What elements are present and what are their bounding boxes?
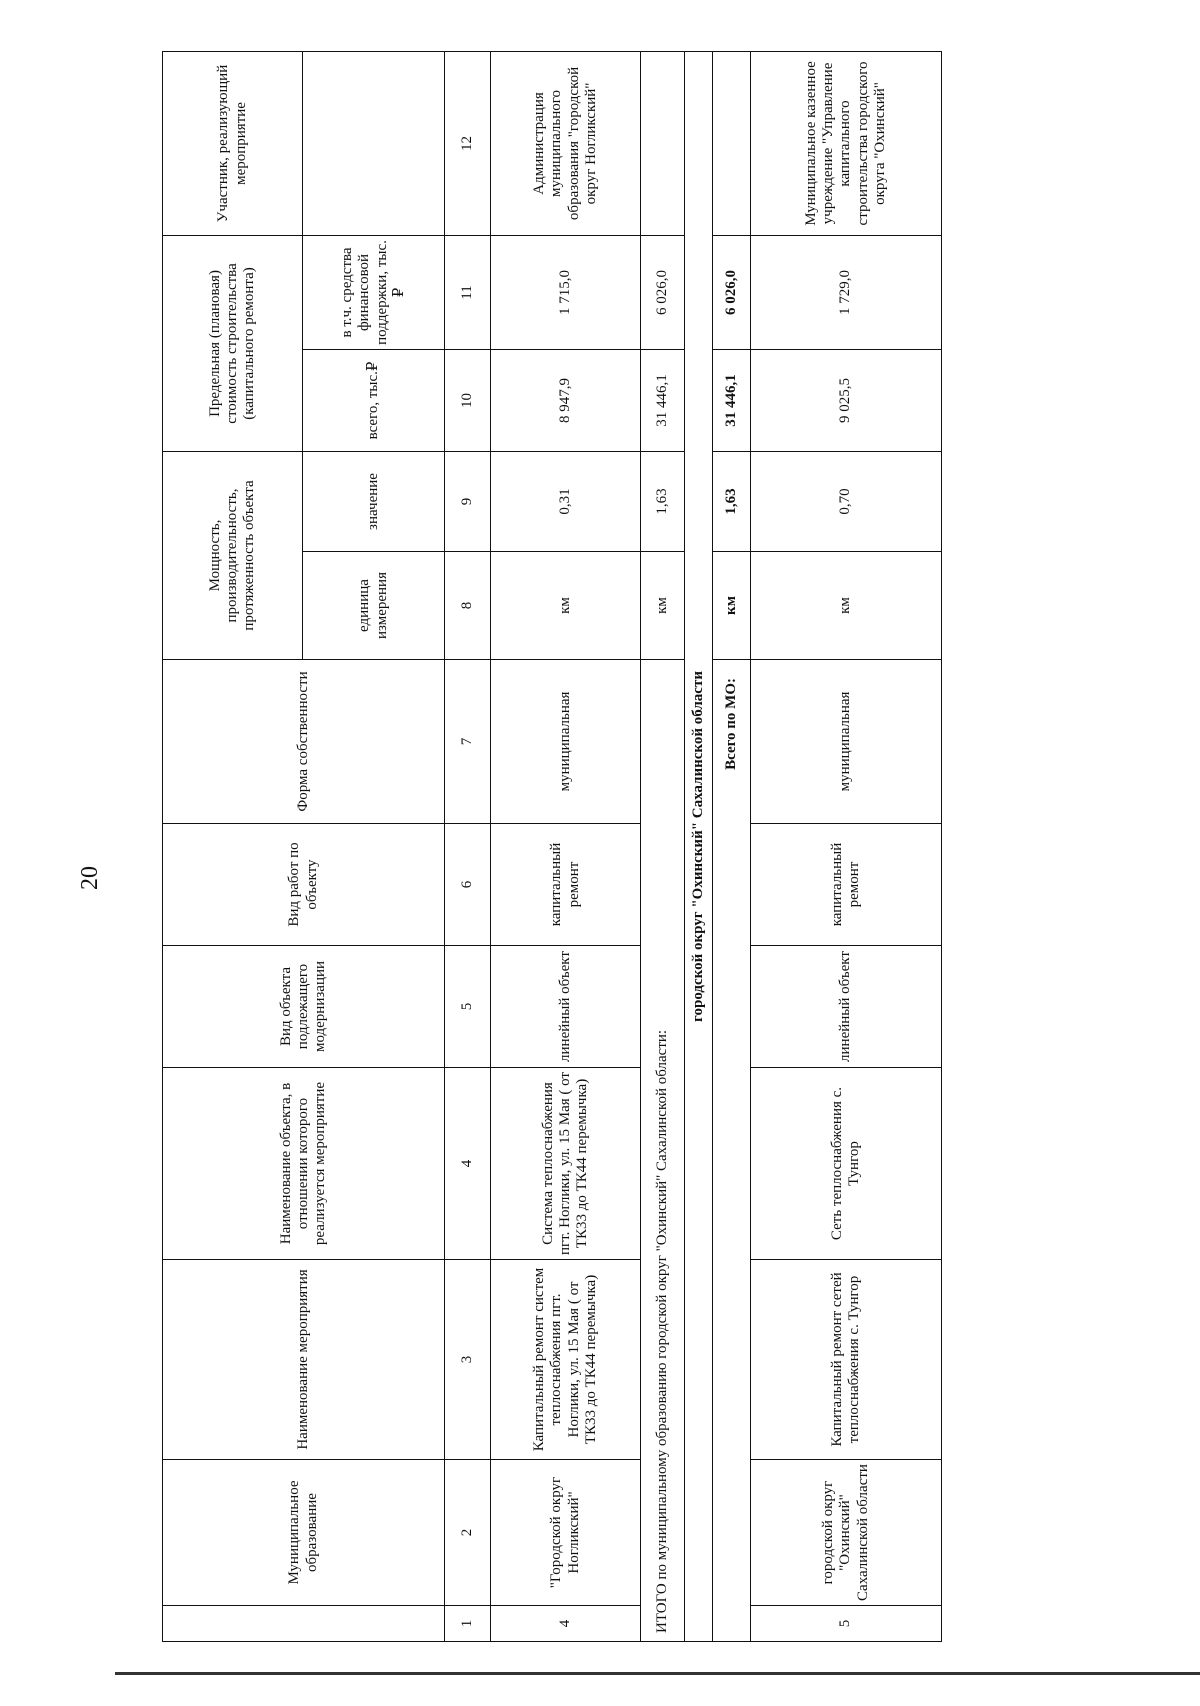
itogo-empty: [641, 51, 685, 235]
section-title-row: [685, 51, 713, 1641]
row5-unit: км: [751, 552, 942, 660]
header-work-type: Вид работ по объекту: [163, 824, 445, 946]
row5-object-type: линейный объект: [751, 946, 942, 1068]
objects-table: [162, 51, 942, 1642]
header-event: Наименование мероприятия: [163, 1260, 445, 1460]
col-num-4: 4: [445, 1068, 491, 1260]
col-num-12: 12: [445, 51, 491, 235]
row5-support: 1 729,0: [751, 235, 942, 349]
vsego-empty: [713, 51, 751, 235]
header-object-type: Вид объекта подлежащего модернизации: [163, 946, 445, 1068]
row4-total: 8 947,9: [491, 349, 641, 451]
header-mo: Муниципальное образование: [163, 1460, 445, 1606]
col-num-3: 3: [445, 1260, 491, 1460]
bottom-rule: [115, 1672, 1200, 1675]
itogo-value: 1,63: [641, 451, 685, 551]
header-participant-sub: [303, 51, 445, 235]
col-num-6: 6: [445, 824, 491, 946]
row5-participant: Муниципальное казенное учреждение "Управление капитального строительства городского округа "Охинский": [751, 51, 942, 235]
col-num-2: 2: [445, 1460, 491, 1606]
row4-num: 4: [491, 1606, 641, 1642]
row5-work-type: капитальный ремонт: [751, 824, 942, 946]
row5-object: Сеть теплоснабжения с. Тунгор: [751, 1068, 942, 1260]
col-num-1: 1: [445, 1606, 491, 1642]
row5-num: 5: [751, 1606, 942, 1642]
itogo-total: 31 446,1: [641, 349, 685, 451]
vsego-support: 6 026,0: [713, 235, 751, 349]
row5-mo: городской округ "Охинский" Сахалинской области: [751, 1460, 942, 1606]
header-capacity: Мощность, производительность, протяженность объекта: [163, 451, 303, 659]
col-num-8: 8: [445, 552, 491, 660]
vsego-label: Всего по МО:: [713, 660, 751, 1642]
row4-support: 1 715,0: [491, 235, 641, 349]
itogo-row: [641, 51, 685, 1641]
header-total: всего, тыс.₽: [303, 349, 445, 451]
header-support: в т.ч. средства финансовой поддержки, тыс.₽: [303, 235, 445, 349]
table-row: [491, 51, 641, 1641]
row5-total: 9 025,5: [751, 349, 942, 451]
header-participant: Участник, реализующий мероприятие: [163, 51, 303, 235]
row4-value: 0,31: [491, 451, 641, 551]
table-wrapper: [162, 52, 942, 1642]
row4-work-type: капитальный ремонт: [491, 824, 641, 946]
col-num-5: 5: [445, 946, 491, 1068]
vsego-unit: км: [713, 552, 751, 660]
header-ownership: Форма собственности: [163, 660, 445, 824]
header-empty: [163, 1606, 445, 1642]
itogo-unit: км: [641, 552, 685, 660]
col-num-11: 11: [445, 235, 491, 349]
header-unit: единица измерения: [303, 552, 445, 660]
vsego-value: 1,63: [713, 451, 751, 551]
section-title: городской округ "Охинский" Сахалинской области: [685, 51, 713, 1641]
row4-object-type: линейный объект: [491, 946, 641, 1068]
row4-unit: км: [491, 552, 641, 660]
vsego-row: [713, 51, 751, 1641]
header-object: Наименование объекта, в отношении которого реализуется мероприятие: [163, 1068, 445, 1260]
header-row: [163, 51, 303, 1641]
row5-value: 0,70: [751, 451, 942, 551]
col-num-10: 10: [445, 349, 491, 451]
page-number: 20: [77, 866, 103, 890]
row4-event: Капитальный ремонт систем теплоснабжения пгт. Ноглики, ул. 15 Мая ( от ТК33 до ТК44 перемычка): [491, 1260, 641, 1460]
header-cost: Предельная (плановая) стоимость строительства (капитального ремонта): [163, 235, 303, 451]
row5-event: Капитальный ремонт сетей теплоснабжения с. Тунгор: [751, 1260, 942, 1460]
row4-ownership: муниципальная: [491, 660, 641, 824]
row4-mo: "Городской округ Ногликский": [491, 1460, 641, 1606]
itogo-label: ИТОГО по муниципальному образованию городской округ "Охинский" Сахалинской области:: [641, 660, 685, 1642]
row5-ownership: муниципальная: [751, 660, 942, 824]
vsego-total: 31 446,1: [713, 349, 751, 451]
column-number-row: [445, 51, 491, 1641]
row4-participant: Администрация муниципального образования "городской округ Ногликский": [491, 51, 641, 235]
col-num-9: 9: [445, 451, 491, 551]
itogo-support: 6 026,0: [641, 235, 685, 349]
table-row: [751, 51, 942, 1641]
header-value: значение: [303, 451, 445, 551]
row4-object: Система теплоснабжения пгт. Ноглики, ул. 15 Мая ( от ТК33 до ТК44 перемычка): [491, 1068, 641, 1260]
col-num-7: 7: [445, 660, 491, 824]
